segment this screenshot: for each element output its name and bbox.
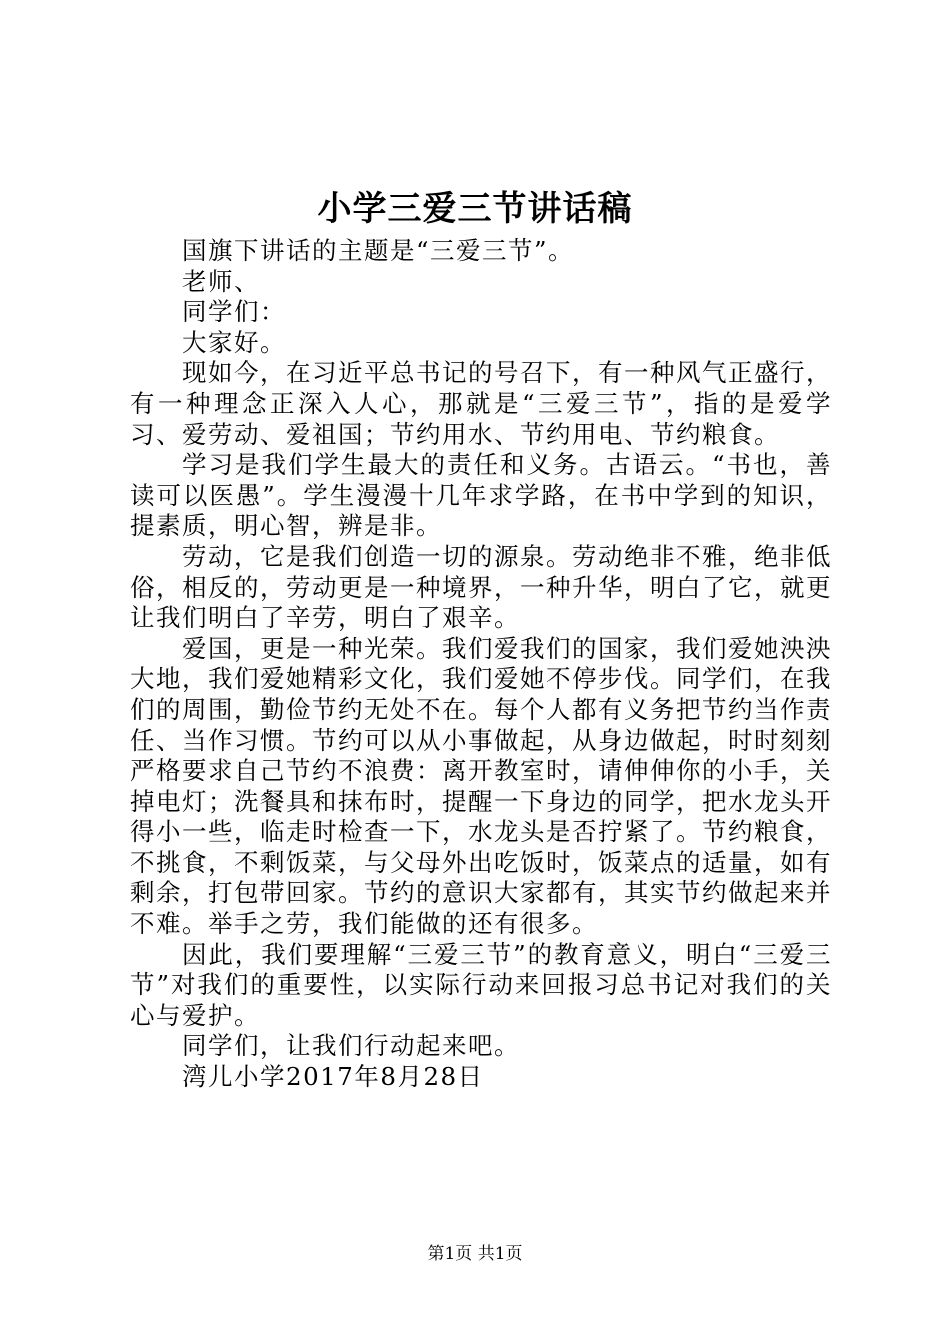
paragraph-study: 学习是我们学生最大的责任和义务。古语云。“书也，善读可以医愚”。学生漫漫十几年求学路，在书中学到的知识，提素质，明心智，辨是非。 — [130, 450, 832, 541]
document-title: 小学三爱三节讲话稿 — [317, 189, 633, 229]
page-footer: 第1页 共1页 — [427, 1244, 523, 1264]
paragraph-signature: 湾儿小学2017年8月28日 — [182, 1062, 484, 1092]
paragraph-greeting-students: 同学们： — [182, 297, 286, 327]
paragraph-call-to-action: 同学们，让我们行动起来吧。 — [182, 1031, 520, 1061]
paragraph-conclusion: 因此，我们要理解“三爱三节”的教育意义，明白“三爱三节”对我们的重要性，以实际行动来回报习总书记对我们的关心与爱护。 — [130, 939, 832, 1030]
paragraph-greeting-teachers: 老师、 — [182, 266, 260, 296]
paragraph-labor: 劳动，它是我们创造一切的源泉。劳动绝非不雅，绝非低俗，相反的，劳动更是一种境界，一种升华，明白了它，就更让我们明白了辛劳，明白了艰辛。 — [130, 541, 832, 633]
paragraph-patriotism: 爱国，更是一种光荣。我们爱我们的国家，我们爱她泱泱大地，我们爱她精彩文化，我们爱她不停步伐。同学们，在我们的周围，勤俭节约无处不在。每个人都有义务把节约当作责任、当作习惯。节约可以从小事做起，从身边做起，时时刻刻严格要求自己节约不浪费：离开教室时，请伸伸你的小手，关掉电灯；洗餐具和抹布时，提醒一下身边的同学，把水龙头开得小一些，临走时检查一下，水龙头是否拧紧了。节约粮食，不挑食，不剩饭菜，与父母外出吃饭时，饭菜点的适量，如有剩余，打包带回家。节约的意识大家都有，其实节约做起来并不难。举手之劳，我们能做的还有很多。 — [130, 633, 832, 939]
paragraph-intro: 现如今，在习近平总书记的号召下，有一种风气正盛行，有一种理念正深入人心，那就是“三爱三节”，指的是爱学习、爱劳动、爱祖国；节约用水、节约用电、节约粮食。 — [130, 358, 832, 449]
document-body — [130, 236, 832, 1093]
paragraph-greeting-all: 大家好。 — [182, 327, 286, 357]
paragraph-theme: 国旗下讲话的主题是“三爱三节”。 — [182, 236, 575, 265]
